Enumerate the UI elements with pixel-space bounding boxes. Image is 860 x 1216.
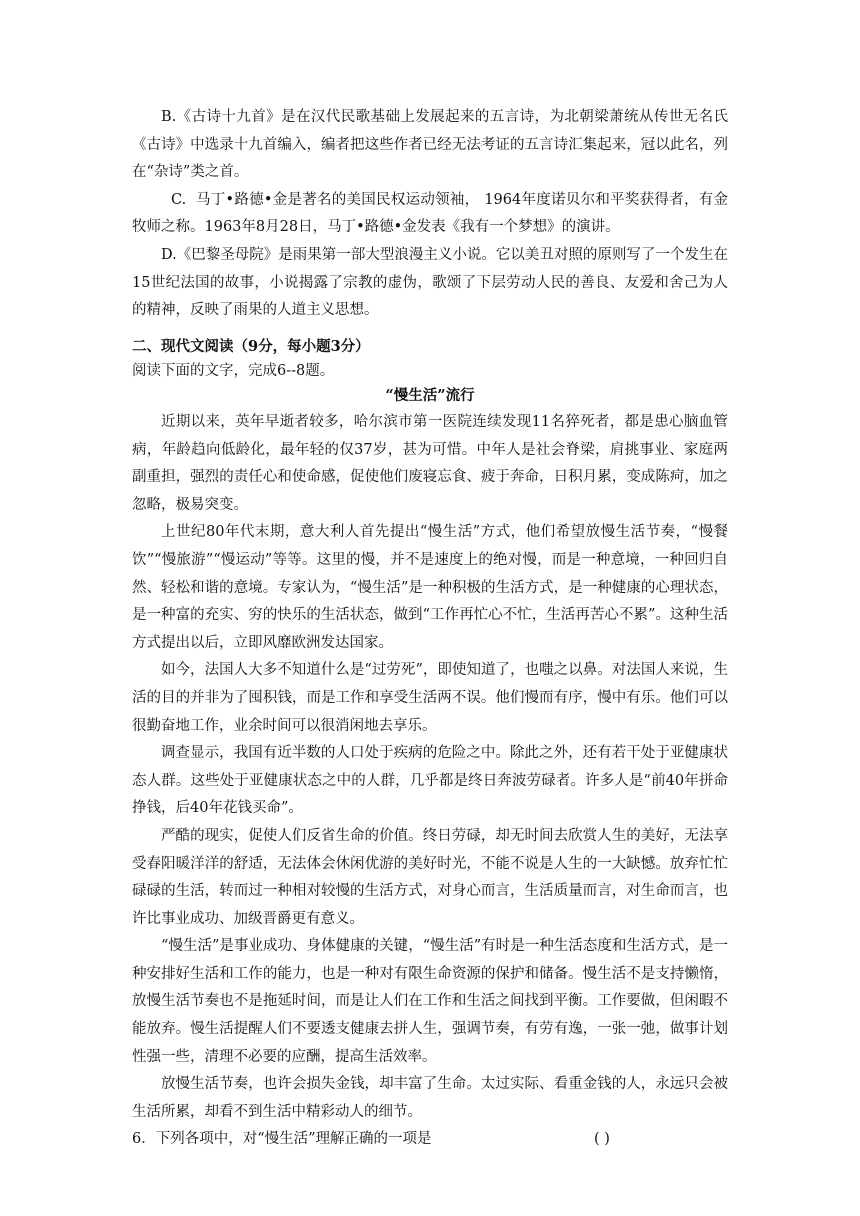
article-paragraph: 上世纪80年代末期，意大利人首先提出“慢生活”方式，他们希望放慢生活节奏，“慢餐饮”“慢旅游”“慢运动”等等。这里的慢，并不是速度上的绝对慢，而是一种意境，一种回归自然、轻松和谐的意境。专家认为，“慢生活”是一种积极的生活方式，是一种健康的心理状态，是一种富的充实、穷的快乐的生活状态，做到“工作再忙心不忙，生活再苦心不累”。这种生活方式提出以后，立即风靡欧洲发达国家。 (132, 524, 728, 651)
answer-options (132, 104, 728, 325)
option-b (132, 104, 728, 187)
answer-bracket: ( ) (594, 1131, 610, 1148)
option-text: 马丁•路德•金是著名的美国民权运动领袖， 1964年度诺贝尔和平奖获得者，有金牧师之称。1963年8月28日，马丁•路德•金发表《我有一个梦想》的演讲。 (132, 191, 728, 236)
option-label: B. (161, 109, 177, 125)
option-label: C. (171, 191, 187, 208)
article-title: “慢生活”流行 (385, 387, 475, 404)
article-paragraph: “慢生活”是事业成功、身体健康的关键，“慢生活”有时是一种生活态度和生活方式，是一种安排好生活和工作的能力，也是一种对有限生命资源的保护和储备。慢生活不是支持懒惰，放慢生活节奏也不是拖延时间，而是让人们在工作和生活之间找到平衡。工作要做，但闲暇不能放弃。慢生活提醒人们不要透支健康去拼人生，强调节奏，有劳有逸，一张一弛，做事计划性强一些，清理不必要的应酬，提高生活效率。 (132, 938, 728, 1065)
option-c (132, 187, 728, 242)
option-label: D. (161, 246, 177, 263)
question-text: 6．下列各项中，对“慢生活”理解正确的一项是 (132, 1131, 432, 1148)
section-instruction: 阅读下面的文字，完成6--8题。 (132, 363, 335, 379)
option-d (132, 242, 728, 325)
section-heading: 二、现代文阅读（9分，每小题3分） (132, 338, 370, 355)
option-text: 《巴黎圣母院》是雨果第一部大型浪漫主义小说。它以美丑对照的原则写了一个发生在15世纪法国的故事，小说揭露了宗教的虚伪，歌颂了下层劳动人民的善良、友爱和舍己为人的精神，反映了雨果的人道主义思想。 (132, 246, 728, 319)
article-paragraph: 放慢生活节奏，也许会损失金钱，却丰富了生命。太过实际、看重金钱的人，永远只会被生活所累，却看不到生活中精彩动人的细节。 (132, 1076, 728, 1120)
article-paragraph: 调查显示，我国有近半数的人口处于疾病的危险之中。除此之外，还有若干处于亚健康状态人群。这些处于亚健康状态之中的人群，几乎都是终日奔波劳碌者。许多人是“前40年拼命挣钱，后40年花钱买命”。 (132, 745, 728, 817)
question-6 (132, 1126, 728, 1152)
option-text: 《古诗十九首》是在汉代民歌基础上发展起来的五言诗，为北朝梁萧统从传世无名氏《古诗》中选录十九首编入，编者把这些作者已经无法考证的五言诗汇集起来，冠以此名，列在“杂诗”类之首。 (132, 109, 728, 181)
article-paragraph: 如今，法国人大多不知道什么是“过劳死”，即使知道了，也嗤之以鼻。对法国人来说，生活的目的并非为了囤积钱，而是工作和享受生活两不误。他们慢而有序，慢中有乐。他们可以很勤奋地工作，业余时间可以很消闲地去享乐。 (132, 662, 728, 734)
article-paragraph: 严酷的现实，促使人们反省生命的价值。终日劳碌，却无时间去欣赏人生的美好，无法享受春阳暖洋洋的舒适，无法体会休闲优游的美好时光，不能不说是人生的一大缺憾。放弃忙忙碌碌的生活，转而过一种相对较慢的生活方式，对身心而言，生活质量而言，对生命而言，也许比事业成功、加级晋爵更有意义。 (132, 827, 728, 927)
reading-section (132, 335, 728, 1152)
article-paragraph: 近期以来，英年早逝者较多，哈尔滨市第一医院连续发现11名猝死者，都是患心脑血管病，年龄趋向低龄化，最年轻的仅37岁，甚为可惜。中年人是社会脊梁，肩挑事业、家庭两副重担，强烈的责任心和使命感，促使他们废寝忘食、疲于奔命，日积月累，变成陈疴，加之忽略，极易突变。 (132, 414, 728, 513)
